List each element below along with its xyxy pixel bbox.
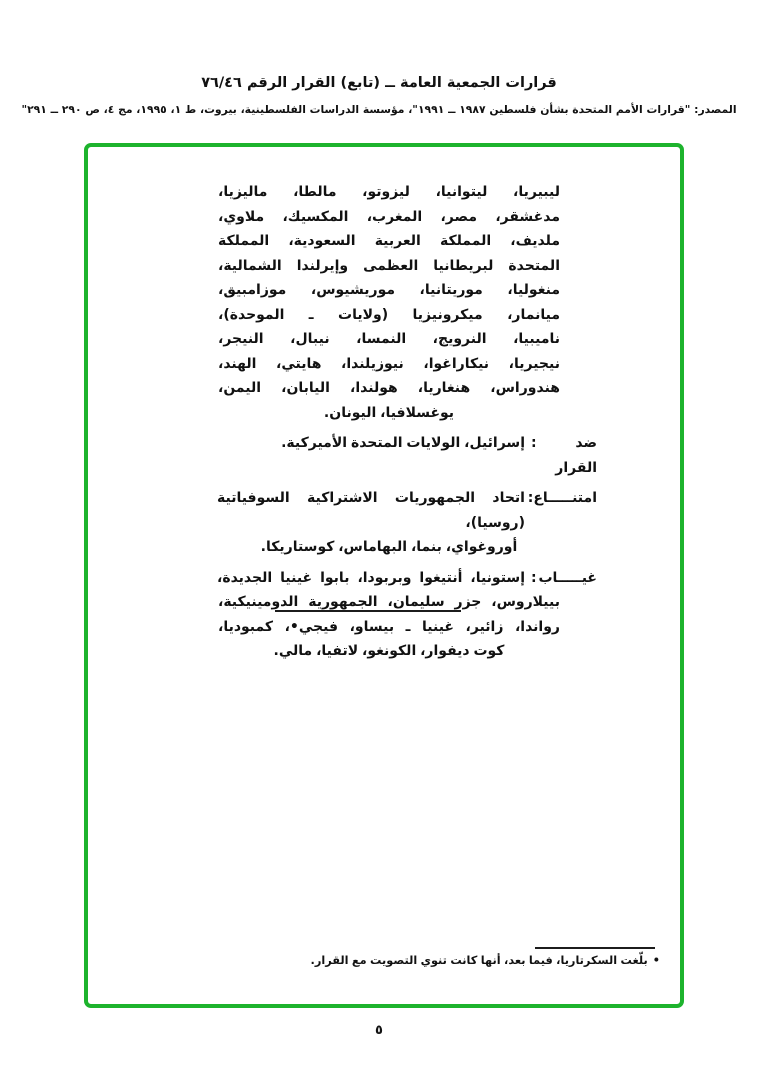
against-label-cell (531, 431, 597, 480)
colon: : (531, 435, 537, 451)
against-countries: إسرائيل، الولايات المتحدة الأميركية. (281, 435, 525, 451)
absent-countries-line: بييلاروس، جزر سليمان، الجمهورية الدومينيكية، (218, 594, 560, 610)
abstain-label: امتنـــــاع (533, 490, 597, 506)
abstain-label-cell (527, 486, 597, 535)
country-list-line: ميانمار، ميكرونيزيا (ولايات ـ الموحدة)، (218, 306, 560, 323)
footnote (230, 954, 660, 967)
page-number: ٥ (375, 1023, 383, 1038)
country-list-line: ليبيريا، ليتوانيا، ليزوتو، مالطا، ماليزيا، (218, 184, 560, 200)
source-citation-line: المصدر: "قرارات الأمم المتحدة بشأن فلسطين ١٩٨٧ ــ ١٩٩١"، مؤسسة الدراسات الفلسطينية، بيروت، ط ١، ١٩٩٥، مج ٤، ص ٢٩٠ ــ ٢٩١" (21, 103, 737, 116)
green-border-box (84, 143, 684, 1008)
against-section (217, 431, 597, 480)
colon: : (531, 569, 537, 586)
absent-label-cell (531, 566, 597, 591)
footnote-text: بلّغت السكرتاريا، فيما بعد، أنها كانت تنوي التصويت مع القرار. (310, 954, 648, 967)
country-list-line: منغوليا، موريتانيا، موريشيوس، موزامبيق، (218, 282, 560, 298)
footnote-bullet-marker: • (652, 954, 660, 967)
page-title: قرارات الجمعية العامة ــ (تابع) القرار الرقم ٧٦/٤٦ (201, 75, 557, 91)
against-label: ضد القرار (555, 435, 597, 476)
absent-countries-line: إستونيا، أنتيغوا وبربودا، بابوا غينيا الجديدة، (217, 569, 525, 586)
section-end-divider (275, 610, 461, 612)
country-list-line: هندوراس، هنغاريا، هولندا، اليابان، اليمن، (218, 380, 560, 396)
country-list-line: ناميبيا، النرويج، النمسا، نيبال، النيجر، (218, 331, 560, 347)
country-list-line: مدغشقر، مصر، المغرب، المكسيك، ملاوي، (218, 208, 560, 225)
country-list-line: المتحدة لبريطانيا العظمى وإيرلندا الشمالية، (218, 257, 560, 274)
absent-countries-line: رواندا، زائير، غينيا ـ بيساو، فيجي•، كمبوديا، (218, 618, 560, 635)
in-favor-continuation-paragraph (217, 180, 597, 425)
country-list-line: ملديف، المملكة العربية السعودية، المملكة (218, 233, 560, 249)
vote-record-text (217, 180, 597, 664)
abstain-countries-last-line: أوروغواي، بنما، البهاماس، كوستاريكا. (260, 539, 518, 555)
abstain-section (217, 486, 597, 560)
absent-countries-last-line: كوت ديفوار، الكونغو، لاتفيا، مالي. (273, 643, 505, 659)
footnote-divider (535, 947, 655, 949)
absent-section (217, 566, 597, 664)
abstain-countries-line: اتحاد الجمهوريات الاشتراكية السوفياتية (روسيا)، (217, 490, 525, 531)
country-list-last-line: يوغسلافيا، اليونان. (323, 404, 455, 421)
colon: : (527, 490, 534, 506)
absent-label: غيـــــاب (538, 569, 597, 586)
country-list-line: نيجيريا، نيكاراغوا، نيوزيلندا، هايتي، الهند، (218, 355, 560, 372)
